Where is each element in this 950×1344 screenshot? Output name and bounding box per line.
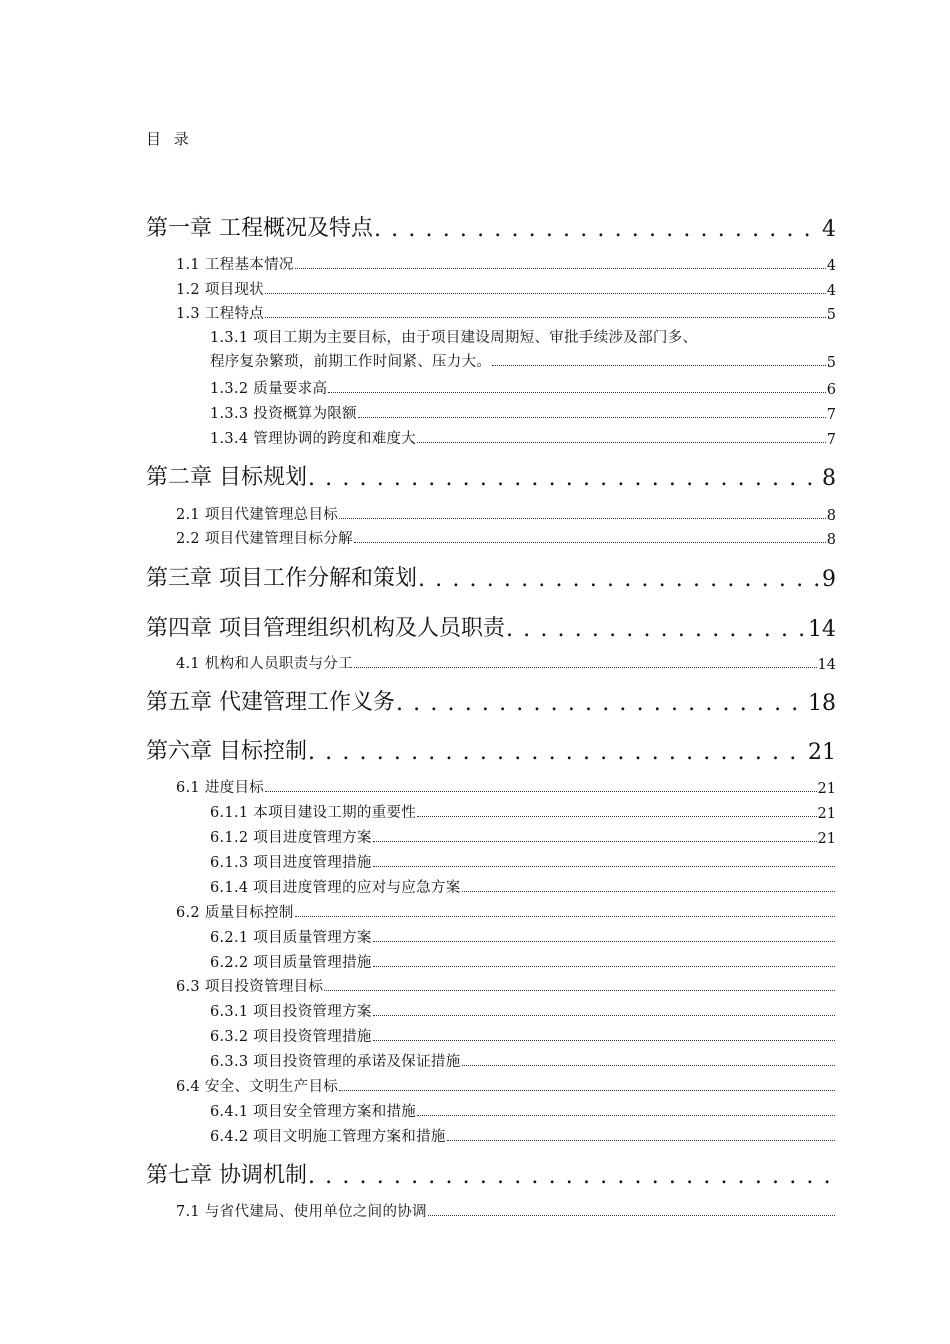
toc-entry-6-2-2[interactable] xyxy=(210,950,836,972)
toc-entry-chapter-7[interactable] xyxy=(146,1155,836,1189)
toc-entry-1-3-2[interactable] xyxy=(210,376,836,398)
dot-leader xyxy=(396,691,807,716)
toc-entry-6-1-1[interactable] xyxy=(210,800,836,822)
toc-entry-label: 1.2 项目现状 xyxy=(176,282,265,298)
toc-entry-6-1-4[interactable] xyxy=(210,875,836,897)
toc-entry-chapter-4[interactable] xyxy=(146,608,836,642)
toc-entry-label: 6.2 质量目标控制 xyxy=(176,905,294,921)
toc-entry-2-2[interactable] xyxy=(176,526,836,548)
toc-entry-chapter-5[interactable] xyxy=(146,682,836,716)
toc-entry-label: 第二章 目标规划 xyxy=(146,465,307,490)
dot-leader xyxy=(462,887,835,892)
dot-leader xyxy=(373,1011,835,1016)
toc-entry-6-3-2[interactable] xyxy=(210,1024,836,1046)
toc-entry-chapter-1[interactable] xyxy=(146,208,836,242)
toc-entry-label: 6.1.3 项目进度管理措施 xyxy=(210,855,372,871)
toc-entry-label: 6.4 安全、文明生产目标 xyxy=(176,1079,339,1095)
toc-entry-label: 1.3 工程特点 xyxy=(176,306,265,322)
toc-entry-label: 6.1.2 项目进度管理方案 xyxy=(210,830,372,846)
toc-entry-page: 9 xyxy=(822,567,836,592)
dot-leader xyxy=(265,289,826,294)
toc-entry-2-1[interactable] xyxy=(176,502,836,524)
toc-entry-6-4[interactable] xyxy=(176,1074,836,1096)
toc-entry-label: 6.1.4 项目进度管理的应对与应急方案 xyxy=(210,880,461,896)
toc-entry-6-3-3[interactable] xyxy=(210,1049,836,1071)
dot-leader xyxy=(339,1086,835,1091)
toc-entry-page: 7 xyxy=(826,407,836,423)
toc-entry-page: 4 xyxy=(826,283,836,299)
toc-entry-label: 第四章 项目管理组织机构及人员职责 xyxy=(146,616,505,641)
toc-entry-label: 第三章 项目工作分解和策划 xyxy=(146,566,417,591)
dot-leader xyxy=(417,1111,835,1116)
toc-entry-label: 6.2.1 项目质量管理方案 xyxy=(210,930,372,946)
toc-entry-label: 第六章 目标控制 xyxy=(146,739,307,764)
dot-leader xyxy=(295,264,826,269)
toc-entry-page: 8 xyxy=(826,532,836,548)
dot-leader xyxy=(492,361,826,366)
toc-entry-label: 7.1 与省代建局、使用单位之间的协调 xyxy=(176,1204,427,1220)
dot-leader xyxy=(265,313,826,318)
dot-leader xyxy=(428,1211,835,1216)
dot-leader xyxy=(354,663,817,668)
dot-leader xyxy=(339,514,826,519)
dot-leader xyxy=(447,1136,835,1141)
dot-leader xyxy=(417,812,816,817)
toc-entry-page: 14 xyxy=(817,657,836,673)
toc-entry-page: 8 xyxy=(826,508,836,524)
toc-entry-label: 第五章 代建管理工作义务 xyxy=(146,690,395,715)
toc-entry-4-1[interactable] xyxy=(176,651,836,673)
toc-entry-label: 2.1 项目代建管理总目标 xyxy=(176,507,339,523)
toc-entry-label: 1.3.4 管理协调的跨度和难度大 xyxy=(210,431,417,447)
toc-entry-page: 4 xyxy=(826,258,836,274)
dot-leader xyxy=(324,986,835,991)
toc-entry-6-2-1[interactable] xyxy=(210,925,836,947)
dot-leader xyxy=(358,413,826,418)
toc-entry-page: 21 xyxy=(817,781,836,797)
toc-entry-label: 6.3.2 项目投资管理措施 xyxy=(210,1029,372,1045)
toc-entry-label: 1.3.2 质量要求高 xyxy=(210,381,328,397)
toc-entry-page: 7 xyxy=(826,432,836,448)
toc-entry-label: 第一章 工程概况及特点 xyxy=(146,216,373,241)
toc-entry-label: 6.1 进度目标 xyxy=(176,780,265,796)
toc-title: 目 录 xyxy=(146,130,193,148)
dot-leader xyxy=(373,837,817,842)
toc-entry-label: 4.1 机构和人员职责与分工 xyxy=(176,656,353,672)
dot-leader xyxy=(373,962,835,967)
toc-entry-label: 6.1.1 本项目建设工期的重要性 xyxy=(210,805,417,821)
toc-entry-label: 2.2 项目代建管理目标分解 xyxy=(176,531,353,547)
toc-entry-label: 6.4.2 项目文明施工管理方案和措施 xyxy=(210,1129,446,1145)
toc-entry-6-3[interactable] xyxy=(176,974,836,996)
dot-leader xyxy=(373,937,835,942)
toc-entry-page: 14 xyxy=(808,617,836,642)
toc-entry-label: 1.1 工程基本情况 xyxy=(176,257,294,273)
toc-entry-page: 6 xyxy=(826,382,836,398)
toc-entry-6-4-1[interactable] xyxy=(210,1099,836,1121)
toc-entry-label: 程序复杂繁琐，前期工作时间紧、压力大。 xyxy=(210,354,492,370)
dot-leader xyxy=(417,438,826,443)
dot-leader xyxy=(308,1164,835,1189)
dot-leader xyxy=(328,388,825,393)
toc-entry-6-1-2[interactable] xyxy=(210,825,836,847)
toc-entry-chapter-6[interactable] xyxy=(146,731,836,765)
toc-entry-6-4-2[interactable] xyxy=(210,1124,836,1146)
toc-entry-label: 6.4.1 项目安全管理方案和措施 xyxy=(210,1104,417,1120)
toc-entry-page: 5 xyxy=(826,355,836,371)
toc-entry-1-2[interactable] xyxy=(176,277,836,299)
dot-leader xyxy=(462,1061,835,1066)
toc-entry-page: 21 xyxy=(817,806,836,822)
toc-entry-1-3-3[interactable] xyxy=(210,401,836,423)
dot-leader xyxy=(295,912,835,917)
dot-leader xyxy=(308,740,807,765)
toc-entry-chapter-3[interactable] xyxy=(146,558,836,592)
toc-entry-label: 6.2.2 项目质量管理措施 xyxy=(210,955,372,971)
toc-entry-label: 6.3 项目投资管理目标 xyxy=(176,979,324,995)
toc-entry-page: 8 xyxy=(822,466,836,491)
toc-entry-6-1[interactable] xyxy=(176,775,836,797)
dot-leader xyxy=(354,538,826,543)
dot-leader xyxy=(265,787,816,792)
toc-entry-1-3-1[interactable] xyxy=(210,349,836,371)
toc-entry-page: 4 xyxy=(822,217,836,242)
toc-entry-label: 第七章 协调机制 xyxy=(146,1163,307,1188)
dot-leader xyxy=(418,567,821,592)
toc-entry-1-3[interactable] xyxy=(176,301,836,323)
toc-entry-1-3-1-line1[interactable]: 1.3.1 项目工期为主要目标，由于项目建设周期短、审批手续涉及部门多、 xyxy=(210,330,698,346)
dot-leader xyxy=(506,617,807,642)
toc-entry-6-1-3[interactable] xyxy=(210,850,836,872)
dot-leader xyxy=(373,862,835,867)
toc-entry-1-3-4[interactable] xyxy=(210,426,836,448)
dot-leader xyxy=(374,217,821,242)
dot-leader xyxy=(373,1036,835,1041)
toc-entry-page: 18 xyxy=(808,691,836,716)
toc-entry-chapter-2[interactable] xyxy=(146,457,836,491)
toc-entry-page: 5 xyxy=(826,307,836,323)
toc-entry-6-2[interactable] xyxy=(176,900,836,922)
toc-entry-label: 1.3.3 投资概算为限额 xyxy=(210,406,357,422)
toc-entry-1-1[interactable] xyxy=(176,252,836,274)
toc-entry-label: 6.3.1 项目投资管理方案 xyxy=(210,1004,372,1020)
toc-entry-6-3-1[interactable] xyxy=(210,999,836,1021)
toc-entry-page: 21 xyxy=(817,831,836,847)
toc-entry-7-1[interactable] xyxy=(176,1199,836,1221)
toc-entry-page: 21 xyxy=(808,740,836,765)
dot-leader xyxy=(308,466,821,491)
toc-entry-label: 6.3.3 项目投资管理的承诺及保证措施 xyxy=(210,1054,461,1070)
